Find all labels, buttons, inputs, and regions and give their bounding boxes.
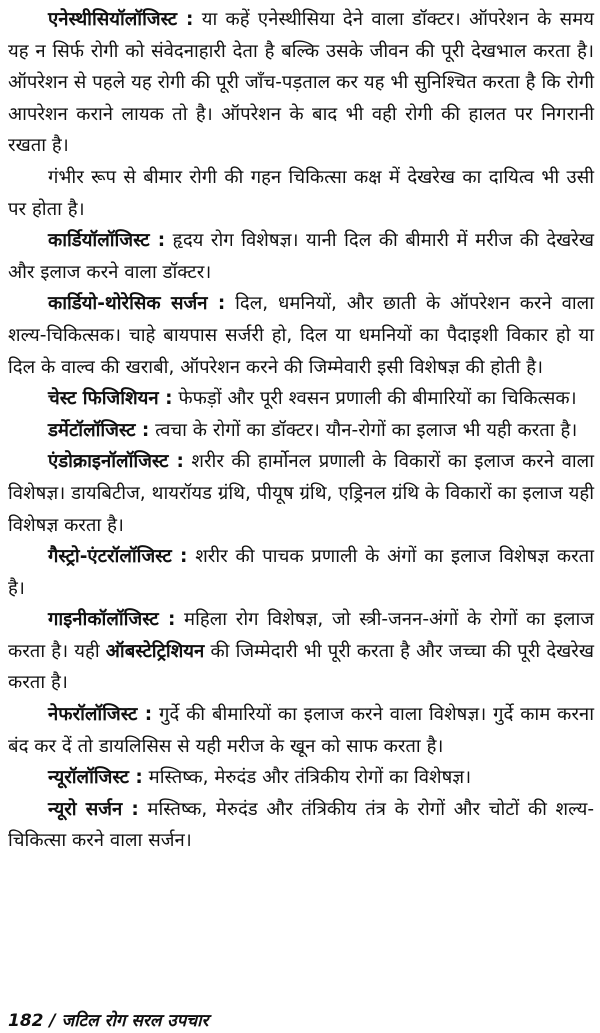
entry-term: कार्डियो-थोरेसिक सर्जन : bbox=[48, 293, 226, 315]
entry-text: या कहें एनेस्थीसिया देने वाला डॉक्टर। ऑपरेशन के समय यह न सिर्फ रोगी को संवेदनाहारी देता है बल्कि उसके जीवन की पूरी देखभाल करता है। ऑपरेशन से पहले यह रोगी की पूरी जाँच-पड़ताल कर यह भी सुनिश्चित करता है कि रोगी आपरेशन कराने लायक तो है। ऑपरेशन के बाद भी वही रोगी की हालत पर निगरानी रखता है। bbox=[8, 9, 594, 157]
entry-term: एंडोक्राइनॉलॉजिस्ट : bbox=[48, 451, 184, 473]
entry-cardiologist bbox=[8, 225, 594, 288]
entry-continuation bbox=[8, 162, 594, 225]
entry-text: गुर्दे की बीमारियों का इलाज करने वाला विशेषज्ञ। गुर्दे काम करना बंद कर दें तो डायलिसिस से यही मरीज के खून को साफ करता है। bbox=[8, 704, 594, 757]
entry-neurosurgeon bbox=[8, 794, 594, 857]
entry-gynecologist bbox=[8, 604, 594, 699]
entry-text: फेफड़ों और पूरी श्वसन प्रणाली की बीमारियों का चिकित्सक। bbox=[172, 388, 577, 410]
entry-text: हृदय रोग विशेषज्ञ। यानी दिल की बीमारी में मरीज की देखरेख और इलाज करने वाला डॉक्टर। bbox=[8, 230, 594, 283]
entry-term: कार्डियॉलॉजिस्ट : bbox=[48, 230, 166, 252]
entry-endocrinologist bbox=[8, 446, 594, 541]
entry-anesthesiologist bbox=[8, 4, 594, 162]
entry-text-after: की जिम्मेदारी भी पूरी करता है और जच्चा की पूरी देखरेख करता है। bbox=[8, 640, 594, 694]
entry-term: चेस्ट फिजिशियन : bbox=[48, 388, 173, 410]
entry-term: नेफरॉलॉजिस्ट : bbox=[48, 704, 153, 726]
entry-term: एनेस्थीसियॉलॉजिस्ट : bbox=[48, 9, 194, 30]
entry-text: महिला रोग विशेषज्ञ, जो स्त्री-जनन-अंगों के रोगों का इलाज करता है। यही bbox=[8, 609, 594, 662]
entry-text: दिल, धमनियों, और छाती के ऑपरेशन करने वाला शल्य-चिकित्सक। चाहे बायपास सर्जरी हो, दिल या धमनियों का पैदाइशी विकार हो या दिल के वाल्व की खराबी, ऑपरेशन करने की जिम्मेवारी इसी विशेषज्ञ की होती है। bbox=[8, 293, 594, 378]
entry-cardio-thoracic-surgeon bbox=[8, 288, 594, 383]
page-footer: 182 / जटिल रोग सरल उपचार bbox=[8, 1011, 209, 1031]
entry-gastroenterologist bbox=[8, 541, 594, 604]
entry-text: शरीर की हार्मोनल प्रणाली के विकारों का इलाज करने वाला विशेषज्ञ। डायबिटीज, थायरॉयड ग्रंथि, पीयूष ग्रंथि, एड्रिनल ग्रंथि के विकारों का इलाज यही विशेषज्ञ करता है। bbox=[8, 451, 594, 536]
entry-term: गाइनीकॉलॉजिस्ट : bbox=[48, 609, 176, 631]
page-body bbox=[8, 4, 594, 857]
entry-chest-physician bbox=[8, 383, 594, 415]
entry-dermatologist bbox=[8, 415, 594, 447]
entry-term: न्यूरो सर्जन : bbox=[48, 798, 139, 820]
entry-text: गंभीर रूप से बीमार रोगी की गहन चिकित्सा कक्ष में देखरेख का दायित्व भी उसी पर होता है। bbox=[8, 166, 594, 220]
entry-text: मस्तिष्क, मेरुदंड और तंत्रिकीय तंत्र के रोगों और चोटों की शल्य-चिकित्सा करने वाला सर्जन। bbox=[8, 798, 594, 852]
entry-neurologist bbox=[8, 762, 594, 794]
entry-text: मस्तिष्क, मेरुदंड और तंत्रिकीय रोगों का विशेषज्ञ। bbox=[142, 767, 472, 789]
entry-nephrologist bbox=[8, 699, 594, 762]
entry-term: न्यूरॉलॉजिस्ट : bbox=[48, 767, 143, 789]
entry-bold-inline: ऑबस्टेट्रिशियन bbox=[105, 640, 205, 662]
entry-term: डर्मेटॉलॉजिस्ट : bbox=[48, 419, 150, 441]
entry-text: त्वचा के रोगों का डॉक्टर। यौन-रोगों का इलाज भी यही करता है। bbox=[149, 419, 578, 441]
entry-term: गैस्ट्रो-एंटरॉलॉजिस्ट : bbox=[48, 546, 188, 568]
entry-text: शरीर की पाचक प्रणाली के अंगों का इलाज विशेषज्ञ करता है। bbox=[8, 546, 595, 599]
